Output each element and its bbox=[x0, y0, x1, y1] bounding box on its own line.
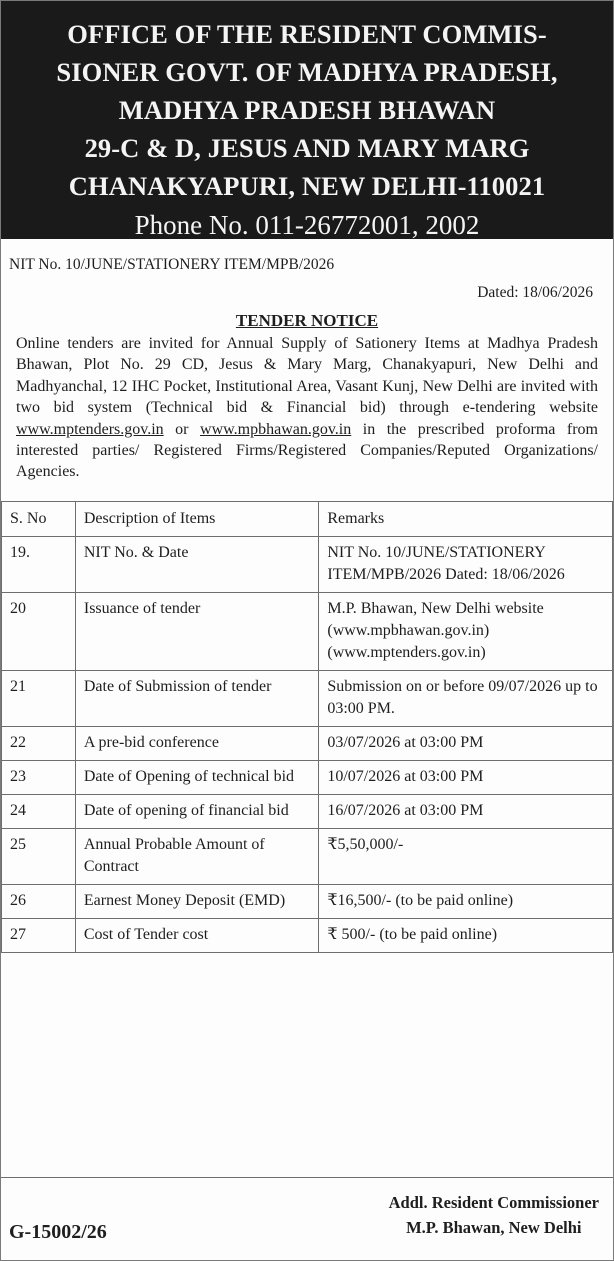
table-row bbox=[2, 726, 613, 760]
table-row bbox=[2, 828, 613, 884]
header-phone: Phone No. 011-26772001, 2002 bbox=[134, 210, 480, 240]
notice-code: G-15002/26 bbox=[9, 1221, 107, 1243]
row-description: Annual Probable Amount of Contract bbox=[75, 828, 318, 884]
row-remarks: ₹16,500/- (to be paid online) bbox=[319, 884, 613, 918]
row-remarks: M.P. Bhawan, New Delhi website (www.mpbhawan.gov.in) (www.mptenders.gov.in) bbox=[319, 592, 613, 670]
row-sno: 25 bbox=[2, 828, 76, 884]
row-sno: 21 bbox=[2, 670, 76, 726]
row-sno: 22 bbox=[2, 726, 76, 760]
table-row bbox=[2, 760, 613, 794]
table-row bbox=[2, 670, 613, 726]
row-sno: 26 bbox=[2, 884, 76, 918]
header-sno: S. No bbox=[2, 501, 76, 536]
row-remarks: 03/07/2026 at 03:00 PM bbox=[319, 726, 613, 760]
row-remarks: Submission on or before 09/07/2026 up to 03:00 PM. bbox=[319, 670, 613, 726]
table-row bbox=[2, 918, 613, 952]
header-description: Description of Items bbox=[75, 501, 318, 536]
header-line-2: SIONER GOVT. OF MADHYA PRADESH, bbox=[56, 57, 558, 87]
row-description: A pre-bid conference bbox=[75, 726, 318, 760]
row-description: NIT No. & Date bbox=[75, 536, 318, 592]
row-description: Cost of Tender cost bbox=[75, 918, 318, 952]
row-remarks: ₹ 500/- (to be paid online) bbox=[319, 918, 613, 952]
header-line-4: 29-C & D, JESUS AND MARY MARG bbox=[84, 133, 530, 163]
tender-schedule-table bbox=[1, 501, 613, 953]
row-sno: 23 bbox=[2, 760, 76, 794]
notice-meta bbox=[1, 255, 613, 331]
signatory-title: Addl. Resident Commissioner bbox=[388, 1193, 599, 1212]
header-line-3: MADHYA PRADESH BHAWAN bbox=[118, 95, 496, 125]
header-remarks: Remarks bbox=[319, 501, 613, 536]
office-header bbox=[1, 1, 613, 239]
table-row bbox=[2, 536, 613, 592]
signatory-office: M.P. Bhawan, New Delhi bbox=[406, 1218, 582, 1237]
row-sno: 20 bbox=[2, 592, 76, 670]
table-row bbox=[2, 592, 613, 670]
row-remarks: 16/07/2026 at 03:00 PM bbox=[319, 794, 613, 828]
notice-intro bbox=[1, 333, 613, 483]
intro-or: or bbox=[163, 420, 201, 438]
row-description: Date of opening of financial bid bbox=[75, 794, 318, 828]
row-description: Issuance of tender bbox=[75, 592, 318, 670]
table-header-row bbox=[2, 501, 613, 536]
header-line-1: OFFICE OF THE RESIDENT COMMIS- bbox=[67, 19, 547, 49]
notice-footer bbox=[1, 1177, 613, 1260]
intro-text-2: in the prescribed proforma from interested parties/ Registered Firms/Registered Companies/Reputed Organizations/ Agencies. bbox=[16, 420, 598, 481]
nit-number: NIT No. 10/JUNE/STATIONERY ITEM/MPB/2026 bbox=[9, 256, 335, 273]
row-remarks: ₹5,50,000/- bbox=[319, 828, 613, 884]
mptenders-link[interactable]: www.mptenders.gov.in bbox=[16, 420, 164, 438]
row-remarks: NIT No. 10/JUNE/STATIONERY ITEM/MPB/2026 Dated: 18/06/2026 bbox=[319, 536, 613, 592]
header-line-5: CHANAKYAPURI, NEW DELHI-110021 bbox=[68, 171, 546, 201]
row-remarks: 10/07/2026 at 03:00 PM bbox=[319, 760, 613, 794]
signatory-block bbox=[389, 1190, 599, 1240]
notice-title: TENDER NOTICE bbox=[235, 311, 379, 330]
row-description: Earnest Money Deposit (EMD) bbox=[75, 884, 318, 918]
row-sno: 24 bbox=[2, 794, 76, 828]
mpbhawan-link[interactable]: www.mpbhawan.gov.in bbox=[200, 420, 352, 438]
row-description: Date of Submission of tender bbox=[75, 670, 318, 726]
row-description: Date of Opening of technical bid bbox=[75, 760, 318, 794]
intro-text-1: Online tenders are invited for Annual Supply of Sationery Items at Madhya Pradesh Bhawan, Plot No. 29 CD, Jesus & Mary Marg, Chanakyapuri, New Delhi and Madhyanchal, 12 IHC Pocket, Institutional Area, Vasant Kunj, New Delhi are invited with two bid system (Technical bid & Financial bid) through e-tendering website bbox=[16, 335, 598, 417]
notice-date: Dated: 18/06/2026 bbox=[477, 284, 593, 301]
table-row bbox=[2, 794, 613, 828]
row-sno: 27 bbox=[2, 918, 76, 952]
row-sno: 19. bbox=[2, 536, 76, 592]
table-row bbox=[2, 884, 613, 918]
